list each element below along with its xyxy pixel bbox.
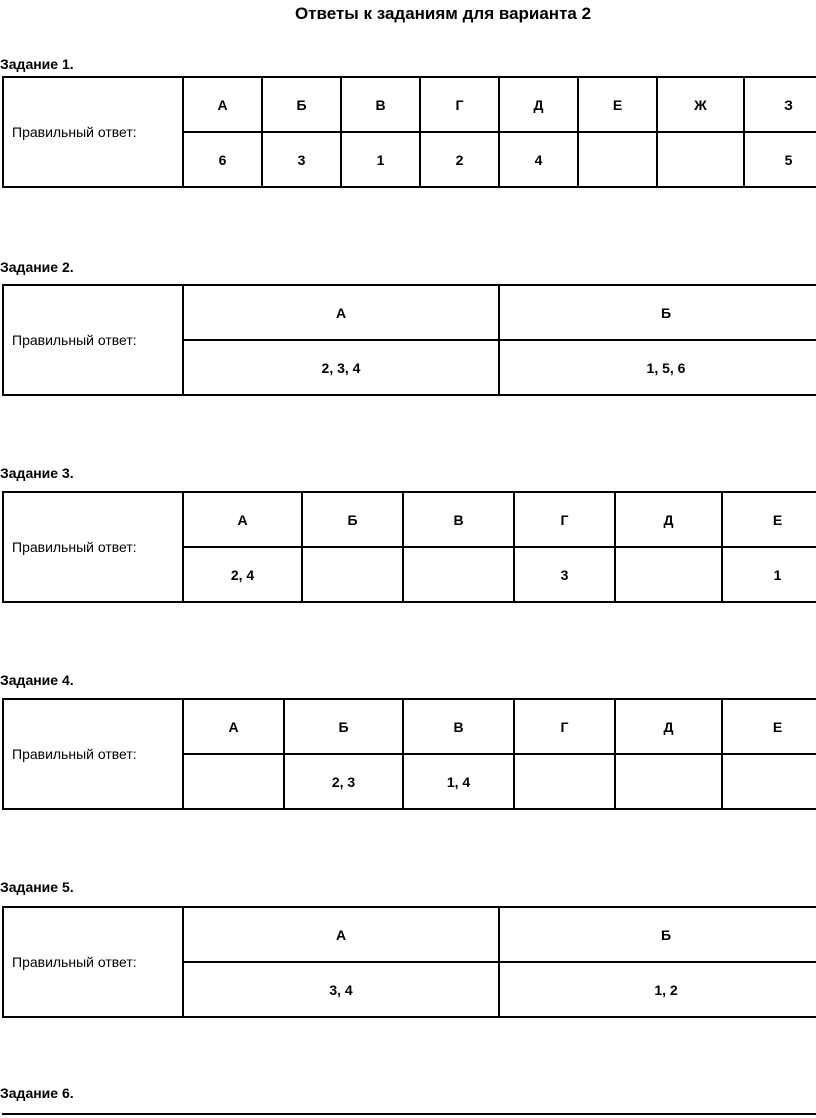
answer-cell: 2, 3: [284, 754, 403, 809]
answer-cell: 1: [722, 547, 816, 602]
letter-cell: Б: [284, 699, 403, 754]
task-3-heading: Задание 3.: [0, 465, 74, 481]
answer-label: Правильный ответ:: [3, 77, 183, 187]
answer-cell: [657, 132, 744, 187]
answer-cell: [615, 754, 722, 809]
answer-label: Правильный ответ:: [3, 907, 183, 1017]
letter-cell: Г: [420, 77, 499, 132]
answer-cell: 6: [183, 132, 262, 187]
letter-cell: А: [183, 699, 284, 754]
letter-cell: Ж: [657, 77, 744, 132]
answer-cell: 3, 4: [183, 962, 499, 1017]
task-5-table: [2, 906, 816, 1018]
letter-cell: Б: [499, 907, 816, 962]
answer-cell: [302, 547, 403, 602]
letter-cell: Б: [499, 285, 816, 340]
letter-cell: Г: [514, 492, 615, 547]
letter-cell: В: [341, 77, 420, 132]
answer-cell: 1, 2: [499, 962, 816, 1017]
task-3-table: [2, 491, 816, 603]
answer-cell: 1, 5, 6: [499, 340, 816, 395]
letter-cell: Б: [262, 77, 341, 132]
answer-label: Правильный ответ:: [3, 285, 183, 395]
task-1-table: [2, 76, 816, 188]
page-title: Ответы к заданиям для варианта 2: [294, 4, 592, 23]
task-4-heading: Задание 4.: [0, 672, 74, 688]
answer-cell: 4: [499, 132, 578, 187]
answer-cell: 2: [420, 132, 499, 187]
letter-cell: А: [183, 492, 302, 547]
letter-cell: Е: [722, 699, 816, 754]
letter-cell: Д: [615, 492, 722, 547]
answer-label: Правильный ответ:: [3, 699, 183, 809]
letter-cell: Е: [722, 492, 816, 547]
answer-cell: 2, 4: [183, 547, 302, 602]
answer-cell: 2, 3, 4: [183, 340, 499, 395]
answer-cell: [514, 754, 615, 809]
task-6-heading: Задание 6.: [0, 1085, 74, 1101]
task-1-heading: Задание 1.: [0, 56, 74, 72]
answer-cell: 1, 4: [403, 754, 514, 809]
letter-cell: В: [403, 699, 514, 754]
answer-cell: 1: [341, 132, 420, 187]
task-6-table-top-border: [2, 1113, 816, 1115]
letter-cell: А: [183, 907, 499, 962]
answer-cell: [722, 754, 816, 809]
task-5-heading: Задание 5.: [0, 879, 74, 895]
answer-cell: 3: [262, 132, 341, 187]
answer-label: Правильный ответ:: [3, 492, 183, 602]
letter-cell: Д: [499, 77, 578, 132]
letter-cell: Е: [578, 77, 657, 132]
letter-cell: Г: [514, 699, 615, 754]
letter-cell: А: [183, 77, 262, 132]
letter-cell: Д: [615, 699, 722, 754]
letter-cell: А: [183, 285, 499, 340]
answer-cell: [403, 547, 514, 602]
task-2-table: [2, 284, 816, 396]
answer-cell: [183, 754, 284, 809]
letter-cell: З: [744, 77, 816, 132]
task-2-heading: Задание 2.: [0, 259, 74, 275]
answer-cell: 5: [744, 132, 816, 187]
letter-cell: В: [403, 492, 514, 547]
answer-cell: [578, 132, 657, 187]
answer-cell: [615, 547, 722, 602]
task-4-table: [2, 698, 816, 810]
answer-cell: 3: [514, 547, 615, 602]
letter-cell: Б: [302, 492, 403, 547]
